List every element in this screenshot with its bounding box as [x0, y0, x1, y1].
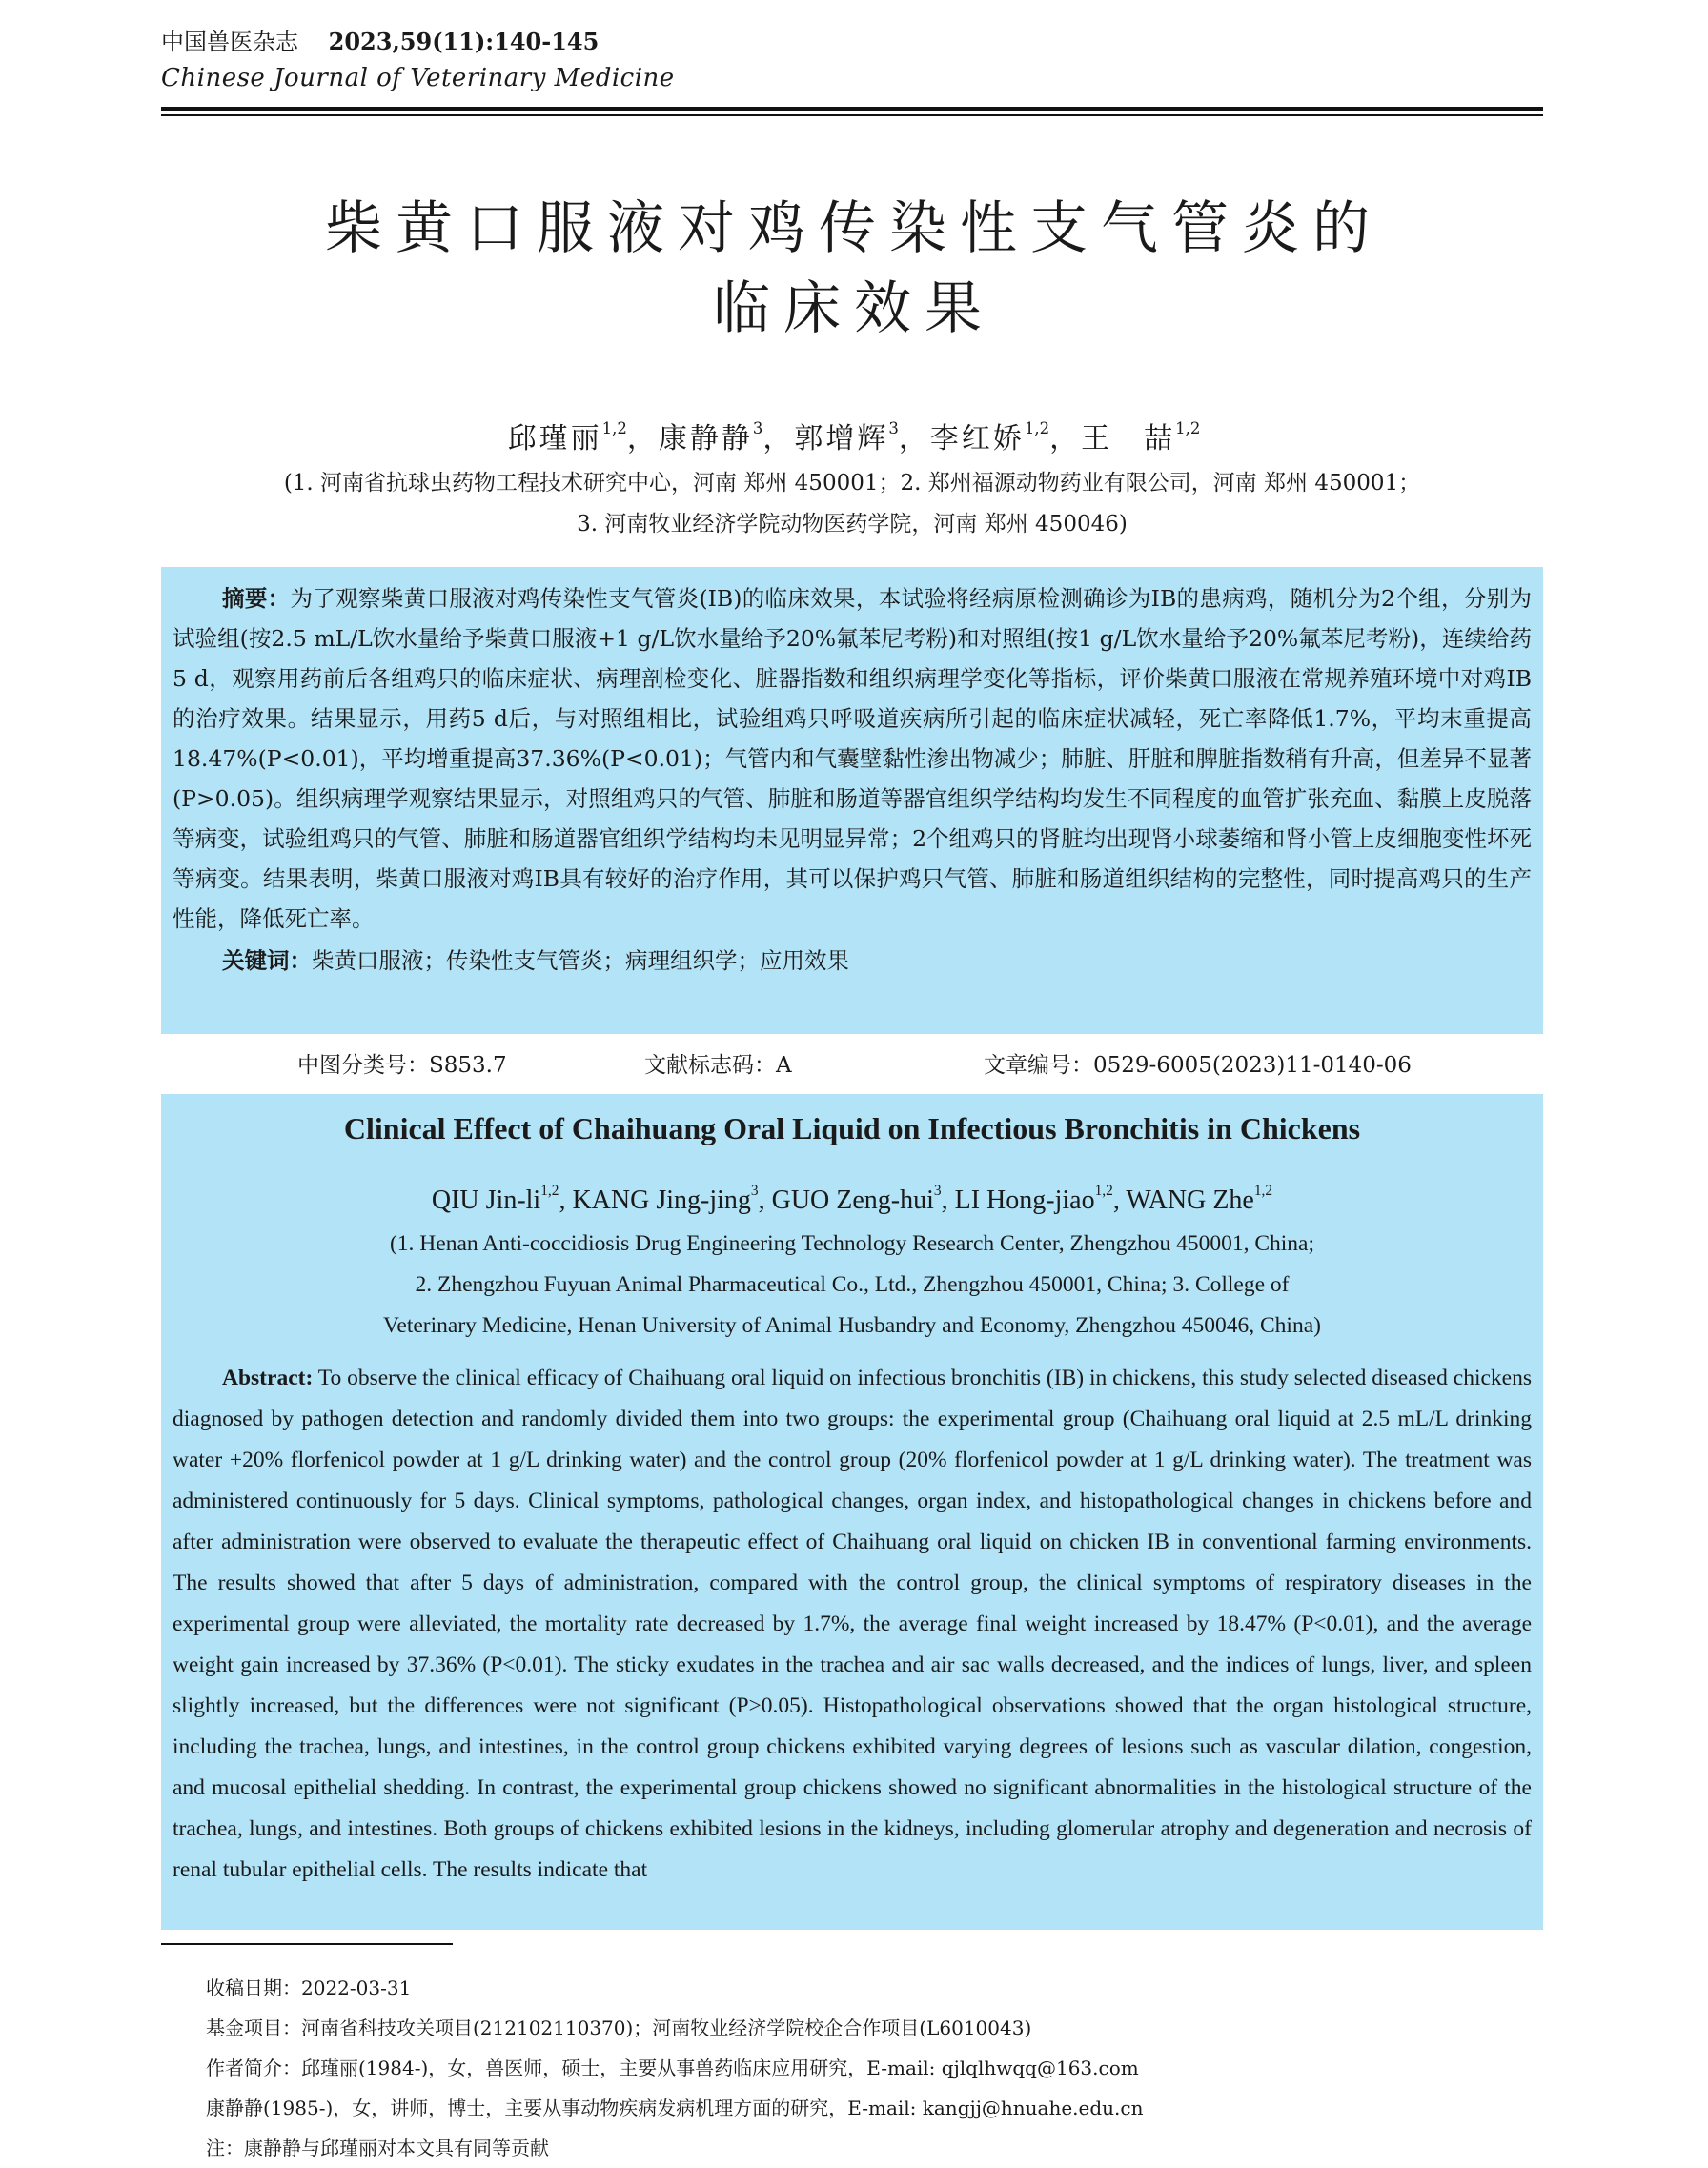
author-cn-aff: 1,2	[1175, 419, 1201, 437]
footnote-equal-contribution: 注：康静静与邱瑾丽对本文具有同等贡献	[206, 2137, 549, 2159]
abstract-cn-box	[161, 567, 1543, 1034]
footnote-funding: 基金项目：河南省科技攻关项目(212102110370)；河南牧业经济学院校企合作项目(L6010043)	[206, 2016, 1032, 2039]
abstract-en-text: To observe the clinical efficacy of Chaihuang oral liquid on infectious bronchitis (IB) in chickens, this study selected diseased chickens diagnosed by pathogen detection and randomly divided them into two groups: the experimental group (Chaihuang oral liquid at 2.5 mL/L drinking water +20% florfenicol powder at 1 g/L drinking water) and the control group (20% florfenicol powder at 1 g/L drinking water). The treatment was administered continuously for 5 days. Clinical symptoms, pathological changes, organ index, and histopathological changes in chickens before and after administration were observed to evaluate the therapeutic effect of Chaihuang oral liquid on chicken IB in conventional farming environments. The results showed that after 5 days of administration, compared with the control group, the clinical symptoms of respiratory diseases in the experimental group were alleviated, the mortality rate decreased by 1.7%, the average final weight increased by 18.47% (P<0.01), and the average weight gain increased by 37.36% (P<0.01). The sticky exudates in the trachea and air sac walls decreased, and the indices of lungs, liver, and spleen slightly increased, but the differences were not significant (P>0.05). Histopathological observations showed that the organ histological structure, including the trachea, lungs, and intestines, in the control group chickens exhibited varying degrees of lesions such as vascular dilation, congestion, and mucosal epithelial shedding. In contrast, the experimental group chickens showed no significant abnormalities in the histological structure of the trachea, lungs, and intestines. Both groups of chickens exhibited lesions in the kidneys, including glomerular atrophy and degeneration and necrosis of renal tubular epithelial cells. The results indicate that	[173, 1365, 1532, 1882]
abstract-en-label: Abstract:	[222, 1365, 314, 1390]
authors-en: QIU Jin-li$^{1,2}$, KANG Jing-jing$^3$, GUO Zeng-hui$^3$, LI Hong-jiao$^{1,2}$, WANG Zhe$^{1,2}$	[431, 1183, 1273, 1215]
affiliation-en-line: Veterinary Medicine, Henan University of Animal Husbandry and Economy, Zhengzhou 450046, China)	[383, 1312, 1321, 1338]
abstract-en	[173, 1358, 1532, 1891]
affiliation-cn-line: (1. 河南省抗球虫药物工程技术研究中心，河南 郑州 450001；2. 郑州福源动物药业有限公司，河南 郑州 450001；	[283, 471, 1421, 496]
footnote-received: 收稿日期：2022-03-31	[206, 1976, 412, 1999]
affiliation-en-line: 2. Zhengzhou Fuyuan Animal Pharmaceutical Co., Ltd., Zhengzhou 450001, China; 3. College of	[415, 1271, 1290, 1297]
author-cn-name: 邱瑾丽	[507, 421, 602, 456]
journal-name-cn: 中国兽医杂志	[161, 29, 298, 55]
document-code: 文献标志码：A	[644, 1053, 792, 1078]
affiliations-en	[173, 1224, 1532, 1347]
title-cn-line-2: 临床效果	[713, 275, 995, 342]
author-en-name: GUO Zeng-hui	[771, 1185, 934, 1215]
keywords-cn-label: 关键词：	[222, 947, 312, 974]
affiliation-en-line: (1. Henan Anti-coccidiosis Drug Engineering Technology Research Center, Zhengzhou 450001, China;	[389, 1230, 1315, 1256]
footnotes	[206, 1968, 1540, 2168]
article-number: 文章编号：0529-6005(2023)11-0140-06	[984, 1053, 1412, 1078]
affiliation-cn-line: 3. 河南牧业经济学院动物医药学院，河南 郑州 450046)	[577, 512, 1128, 537]
abstract-cn-text: 为了观察柴黄口服液对鸡传染性支气管炎(IB)的临床效果，本试验将经病原检测确诊为IB的患病鸡，随机分为2个组，分别为试验组(按2.5 mL/L饮水量给予柴黄口服液+1 g/L饮水量给予20%氟苯尼考粉)和对照组(按1 g/L饮水量给予20%氟苯尼考粉)，连续给药5 d，观察用药前后各组鸡只的临床症状、病理剖检变化、脏器指数和组织病理学变化等指标，评价柴黄口服液在常规养殖环境中对鸡IB的治疗效果。结果显示，用药5 d后，与对照组相比，试验组鸡只呼吸道疾病所引起的临床症状减轻，死亡率降低1.7%，平均末重提高18.47%(P<0.01)，平均增重提高37.36%(P<0.01)；气管内和气囊壁黏性渗出物减少；肺脏、肝脏和脾脏指数稍有升高，但差异不显著(P>0.05)。组织病理学观察结果显示，对照组鸡只的气管、肺脏和肠道等器官组织学结构均发生不同程度的血管扩张充血、黏膜上皮脱落等病变，试验组鸡只的气管、肺脏和肠道器官组织学结构均未见明显异常；2个组鸡只的肾脏均出现肾小球萎缩和肾小管上皮细胞变性坏死等病变。结果表明，柴黄口服液对鸡IB具有较好的治疗作用，其可以保护鸡只气管、肺脏和肠道组织结构的完整性，同时提高鸡只的生产性能，降低死亡率。	[173, 585, 1532, 932]
author-cn-aff: 1,2	[1024, 419, 1050, 437]
author-en-aff: 3	[933, 1183, 942, 1199]
title-cn-line-1: 柴黄口服液对鸡传染性支气管炎的	[325, 195, 1383, 262]
abstract-cn	[173, 578, 1532, 939]
keywords-cn	[173, 941, 1532, 981]
author-en-aff: 3	[750, 1183, 759, 1199]
keywords-cn-text: 柴黄口服液；传染性支气管炎；病理组织学；应用效果	[312, 947, 849, 974]
footnote-author-bio: 康静静(1985-)，女，讲师，博士，主要从事动物疾病发病机理方面的研究，E-mail: kangjj@hnuahe.edu.cn	[206, 2097, 1144, 2119]
author-cn-name: 王 喆	[1081, 421, 1176, 456]
author-cn-name: 李红娇	[929, 421, 1025, 456]
header-rule-thin	[161, 114, 1543, 116]
author-en-aff: 1,2	[540, 1183, 559, 1199]
author-en-aff: 1,2	[1253, 1183, 1273, 1199]
abstract-cn-label: 摘要：	[222, 585, 291, 612]
footnote-author-bio: 作者简介：邱瑾丽(1984-)，女，兽医师，硕士，主要从事兽药临床应用研究，E-mail: qjlqlhwqq@163.com	[206, 2057, 1139, 2079]
author-en-name: LI Hong-jiao	[954, 1185, 1095, 1215]
author-cn-aff: 3	[752, 419, 763, 437]
author-en-name: WANG Zhe	[1126, 1185, 1254, 1215]
author-en-name: KANG Jing-jing	[572, 1185, 751, 1215]
footnote-rule	[161, 1943, 453, 1945]
title-cn	[0, 189, 1708, 349]
author-cn-aff: 1,2	[601, 419, 627, 437]
title-en: Clinical Effect of Chaihuang Oral Liquid on Infectious Bronchitis in Chickens	[343, 1111, 1361, 1145]
journal-name-en: Chinese Journal of Veterinary Medicine	[161, 64, 675, 92]
author-cn-name: 郭增辉	[794, 421, 889, 456]
authors-cn: 邱瑾丽$^{1,2}$，康静静$^3$，郭增辉$^3$，李红娇$^{1,2}$，王 喆$^{1,2}$	[507, 419, 1201, 456]
author-cn-name: 康静静	[658, 421, 753, 456]
author-en-name: QIU Jin-li	[431, 1185, 541, 1215]
author-cn-aff: 3	[888, 419, 899, 437]
affiliations-cn	[161, 463, 1543, 545]
clc-number: 中图分类号：S853.7	[297, 1053, 507, 1078]
journal-issue: 2023,59(11):140-145	[328, 28, 600, 55]
author-en-aff: 1,2	[1094, 1183, 1113, 1199]
abstract-en-box	[161, 1094, 1543, 1930]
header-rule-thick	[161, 107, 1543, 111]
journal-header	[161, 25, 1543, 97]
